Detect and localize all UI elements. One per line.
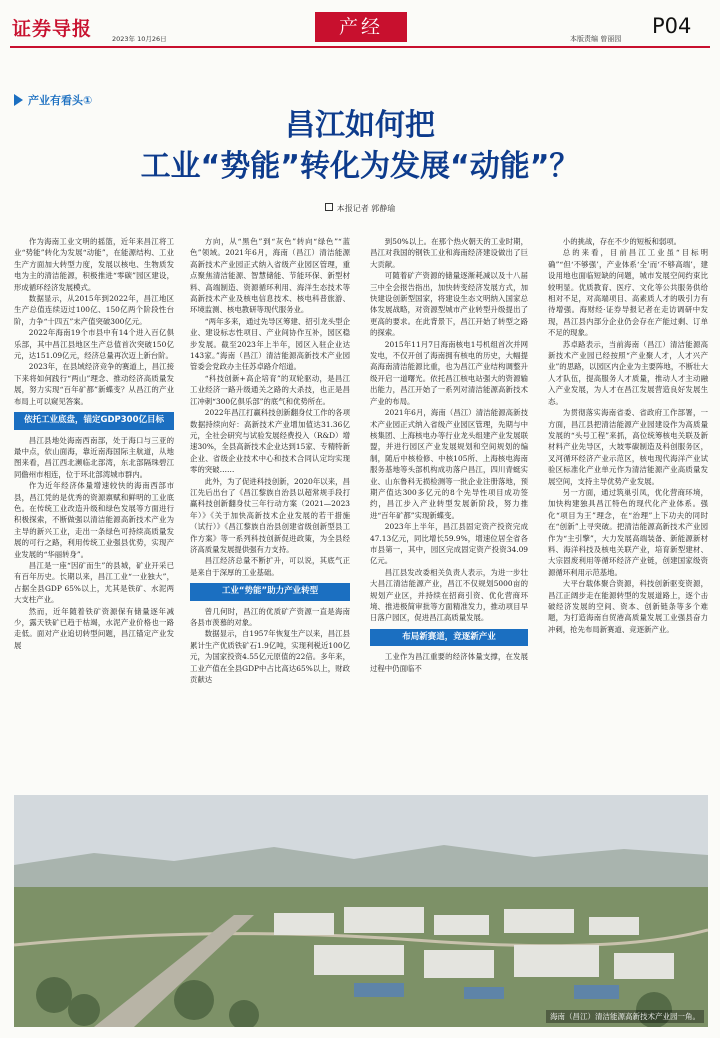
paragraph: 昌江是一座“因矿而生”的县城，矿业开采已有百年历史。长期以来，昌江工业“一业独大”，占据全县GDP 65%以上，尤其是铁矿、水泥两大支柱产业。 <box>14 560 174 605</box>
subhead-3: 布局新赛道，竞逐新产业 <box>370 629 528 646</box>
paragraph: 2023年上半年，昌江县固定资产投资完成47.13亿元，同比增长59.9%，增速位居全省各市县第一，其中，园区完成固定资产投资34.09亿元。 <box>370 522 528 566</box>
article-column-3 <box>370 236 528 674</box>
photo-caption: 海南（昌江）清洁能源高新技术产业园一角。 <box>546 1010 704 1023</box>
headline-line2: 工业“势能”转化为发展“动能”？ <box>140 149 580 184</box>
page-number: P04 <box>652 14 692 38</box>
paragraph: 2022年昌江打赢科技创新翻身仗工作的各项数据持续向好：高新技术产业增加值达31.36亿元，全社会研究与试验发展经费投入（R&D）增速30%，全县高新技术企业达到15家、专精特新企业、省级企业技术中心和技术合同认定均实现零的突破…… <box>190 408 350 475</box>
paragraph: 昌江经济总量不断扩升，可以说，其底气正是来自于深厚的工业基础。 <box>190 556 350 577</box>
subhead-2: 工业“势能”助力产业转型 <box>190 583 350 600</box>
industrial-park-photo <box>14 795 708 1027</box>
paragraph: 作为海南工业文明的摇篮，近年来昌江将工业“势能”转化为发展“动能”，在能源结构、工业生产方面加大转型力度，发展以核电、生物质发电为主的清洁能源，积极推进“零碳”园区建设，形成循环经济发展模式。 <box>14 237 174 292</box>
paragraph: “科技创新+高企培育”的双轮驱动，是昌江工业经济一路升级通关之路的大杀技，也正是昌江冲刺“300亿俱乐部”的底气和优势所在。 <box>190 373 350 406</box>
masthead <box>0 0 720 48</box>
headline-line1: 昌江如何把 <box>285 108 435 143</box>
paragraph: 2022年海南19个市县中有14个进入百亿俱乐部，其中昌江县地区生产总值首次突破150亿元，达151.09亿元，经济总量再次迈上新台阶。 <box>14 328 174 361</box>
paragraph: 可随着矿产资源的储量逐渐耗减以及十八届三中全会报告指出，加快转变经济发展方式，加快建设创新型国家，将建设生态文明纳入国家总体发展战略，对资源型城市产业转型升级提出了更高的要求。在此背景下，昌江开始了转型之路的探索。 <box>370 271 528 338</box>
article-column-1 <box>14 236 174 651</box>
paragraph: 数据显示，自1957年恢复生产以来，昌江县累计生产优质铁矿石1.9亿吨，实现利税近100亿元，为国家投资4.55亿元原值的22倍。多年来，工业产值在全县GDP中占比高达65%以上，财政贡献达 <box>190 629 350 685</box>
byline-text: 本报记者 郭静瑜 <box>336 204 396 213</box>
paragraph: 小的挑战，存在不少的短板和弱项。 <box>562 237 682 246</box>
paragraph: 到50%以上。在那个热火朝天的工业时期，昌江对我国的钢铁工业和海南经济建设做出了巨大贡献。 <box>370 237 528 269</box>
paragraph: 苏卓路表示，当前海南（昌江）清洁能源高新技术产业园已经按照“产业聚人才，人才兴产业”的思路，以园区内企业为主要阵地，不断壮大人才队伍，提高服务人才质量，推动人才主动融入产业发展，为人才在昌江发展营造良好发展生态。 <box>548 339 708 406</box>
square-icon <box>325 203 333 211</box>
paragraph: 2021年6月，海南（昌江）清洁能源高新技术产业园正式纳入省级产业园区管理，先期与中核集团、上海核电办等行业龙头组建产业发展联盟，并进行园区产业发展规划和空间规划的编制，随后中核检修、中核105所、上海核电海南服务基地等头部机构成功落户昌江，四川青蜓实业、山东鲁科无损检测等一批企业注册落地，预期产值达300多亿元的8个先导性项目成功签约，昌江步入产业转型发展新阶段，努力推进“百年矿都”实现新蝶变。 <box>370 408 528 520</box>
aerial-landscape-illustration <box>14 795 708 1027</box>
paragraph: 2015年11月7日海南核电1号机组首次并网发电，不仅开创了海南拥有核电的历史，大幅提高海南清洁能源比重，也为昌江产业结构调整升级开启一道曙光。依托昌江核电站强大的资源输出能力，昌江开始了一系列对清洁能源高新技术产业的布局。 <box>370 339 528 406</box>
newspaper-brand: 证券导报 <box>12 18 93 40</box>
paragraph: 作为近年经济体量增速较快的海南西部市县，昌江凭的是优秀的资源禀赋和鲜明的工业底色。在传统工业改造升级和绿色发展等方面进行积极探索，不断做强以清洁能源高新技术产业为主导的新兴工业，走出一条绿色可持续高质量发展的可行之路，利用传统工业强县优势，实现产业发展的“华丽转身”。 <box>14 481 174 559</box>
paragraph: 此外，为了促进科技创新，2020年以来，昌江先后出台了《昌江黎族自治县以超常规手段打赢科技创新翻身仗三年行动方案（2021—2023年）》《关于加快高新技术企业发展的若干措施（试行）》《昌江黎族自治县创建省级创新型县工作方案》等一系列科技创新促进政策，为全县经济高质量发展提供强有力支持。 <box>190 476 350 554</box>
paragraph: 数据显示，从2015年到2022年，昌江地区生产总值连续迈过100亿、150亿两个阶段性台阶，力争“十四五”末产值突破300亿元。 <box>14 294 174 326</box>
article-column-4 <box>548 236 708 635</box>
paragraph: 工业作为昌江重要的经济体量支撑，在发展过程中仍面临不 <box>370 652 528 673</box>
article-column-2 <box>190 236 350 685</box>
editor-credit: 本版责编 曾丽园 <box>570 35 622 43</box>
masthead-rule <box>10 46 710 48</box>
issue-date: 2023年 10月26日 <box>112 35 167 43</box>
paragraph: 然而，近年随着铁矿资源保有储量逐年减少，露天铁矿已趋于枯竭，水泥产业价格也一路走低。面对产业追切转型问题，昌江锚定产业发展 <box>14 606 174 650</box>
paragraph: 方向，从“黑色”到“灰色”转向“绿色”“蓝色”领域。2021年6月，海南（昌江）清洁能源高新技术产业园正式纳入省级产业园区管理，重点聚焦清洁能源、智慧储能、节能环保、新型材料、高端制造、资源循环利用、海洋生态技术等高新技术产业及核电信息技术、核电科普旅游、环境监测、核电教研等现代服务业。 <box>190 237 350 315</box>
paragraph: 曾几何时，昌江的优质矿产资源一直是海南各县市羡慕的对象。 <box>190 606 350 627</box>
paragraph: 昌江县地处海南西南部，处于海口与三亚的最中点，依山面海，靠近南海国际主航道，从地图来看，昌江西北濒临北部湾，东北部隔珠碧江同儋州市相连，位于环北部湾城市群内。 <box>14 435 174 479</box>
paragraph: 另一方面，通过筑巢引凤，优化营商环境，加快构建独具昌江特色的现代化产业体系。强化“项目为王”理念，在“治理”上下功夫的同时在“创新”上寻突破。把清洁能源高新技术产业园作为“主引擎”，大力发展高端装备、新能源新材料、海洋科技及核电关联产业，培育新型建材、大宗固废利用等循环经济产业链，创建国家级资源循环利用示范基地。 <box>548 487 708 577</box>
paragraph: “两年多来，通过先导区筹建、招引龙头型企业、建设标志性项目、产业间协作互补，园区稳步发展。截至2023年上半年，园区入驻企业达143家。”海南（昌江）清洁能源高新技术产业园管委会党政办主任苏卓路介绍道。 <box>190 316 350 372</box>
paragraph: 大平台载体聚合资源，科技创新驱变资源，昌江正阔步走在能源转型的发展道路上，逐个击破经济发展的空间、资本、创新链条等多个难题，为打造海南自贸港高质量发展工业强县奋力冲刺，抢先布局新赛道、竞逐新产业。 <box>548 579 708 634</box>
paragraph: 昌江县发改委相关负责人表示，为进一步壮大昌江清洁能源产业，昌江不仅规划5000亩的规划产业区，并持续在招商引资、优化营商环境、推进极简审批等方面精准发力，推动项目早日落户园区，促进昌江高质量发展。 <box>370 567 528 623</box>
paragraph: 2023年，在县域经济竞争的赛道上，昌江接下来将如何践行“两山”理念、推动经济高质量发展，努力实现“百年矿都”新蝶变？从昌江的产业布局上可以窥见答案。 <box>14 362 174 406</box>
paragraph: 总的来看，目前昌江工业虽“目标明确”“但‘不够强’，产业体系‘全’而‘不够高端’，建设用地也面临短缺的问题，城市发展空间约束比较明显。优质教育、医疗、文化等公共服务供给相对不足，对高端项目、高素质人才的吸引力有待增强。海财经·证券导报记者在走访调研中发现，昌江县内部分企业仍会存在产能过剩、订单不足的现象。 <box>548 248 708 338</box>
paragraph: 为贯彻落实海南省委、省政府工作部署，一方面，昌江县把清洁能源产业园建设作为高质量发展的“头号工程”来抓，高位统筹核电关联及新材料产业先导区，大坡零碳制造及科创服务区，叉河循环经济产业示范区，核电现代海洋产业试验区标准化产业单元作为清洁能源产业高质量发展空间，支持主导优势产业发展。 <box>548 408 708 486</box>
byline <box>0 203 720 214</box>
subhead-1: 依托工业底盘，锚定GDP300亿目标 <box>14 412 174 429</box>
section-tab: 产经 <box>315 12 407 42</box>
series-label-text: 产业有看头① <box>28 94 93 107</box>
